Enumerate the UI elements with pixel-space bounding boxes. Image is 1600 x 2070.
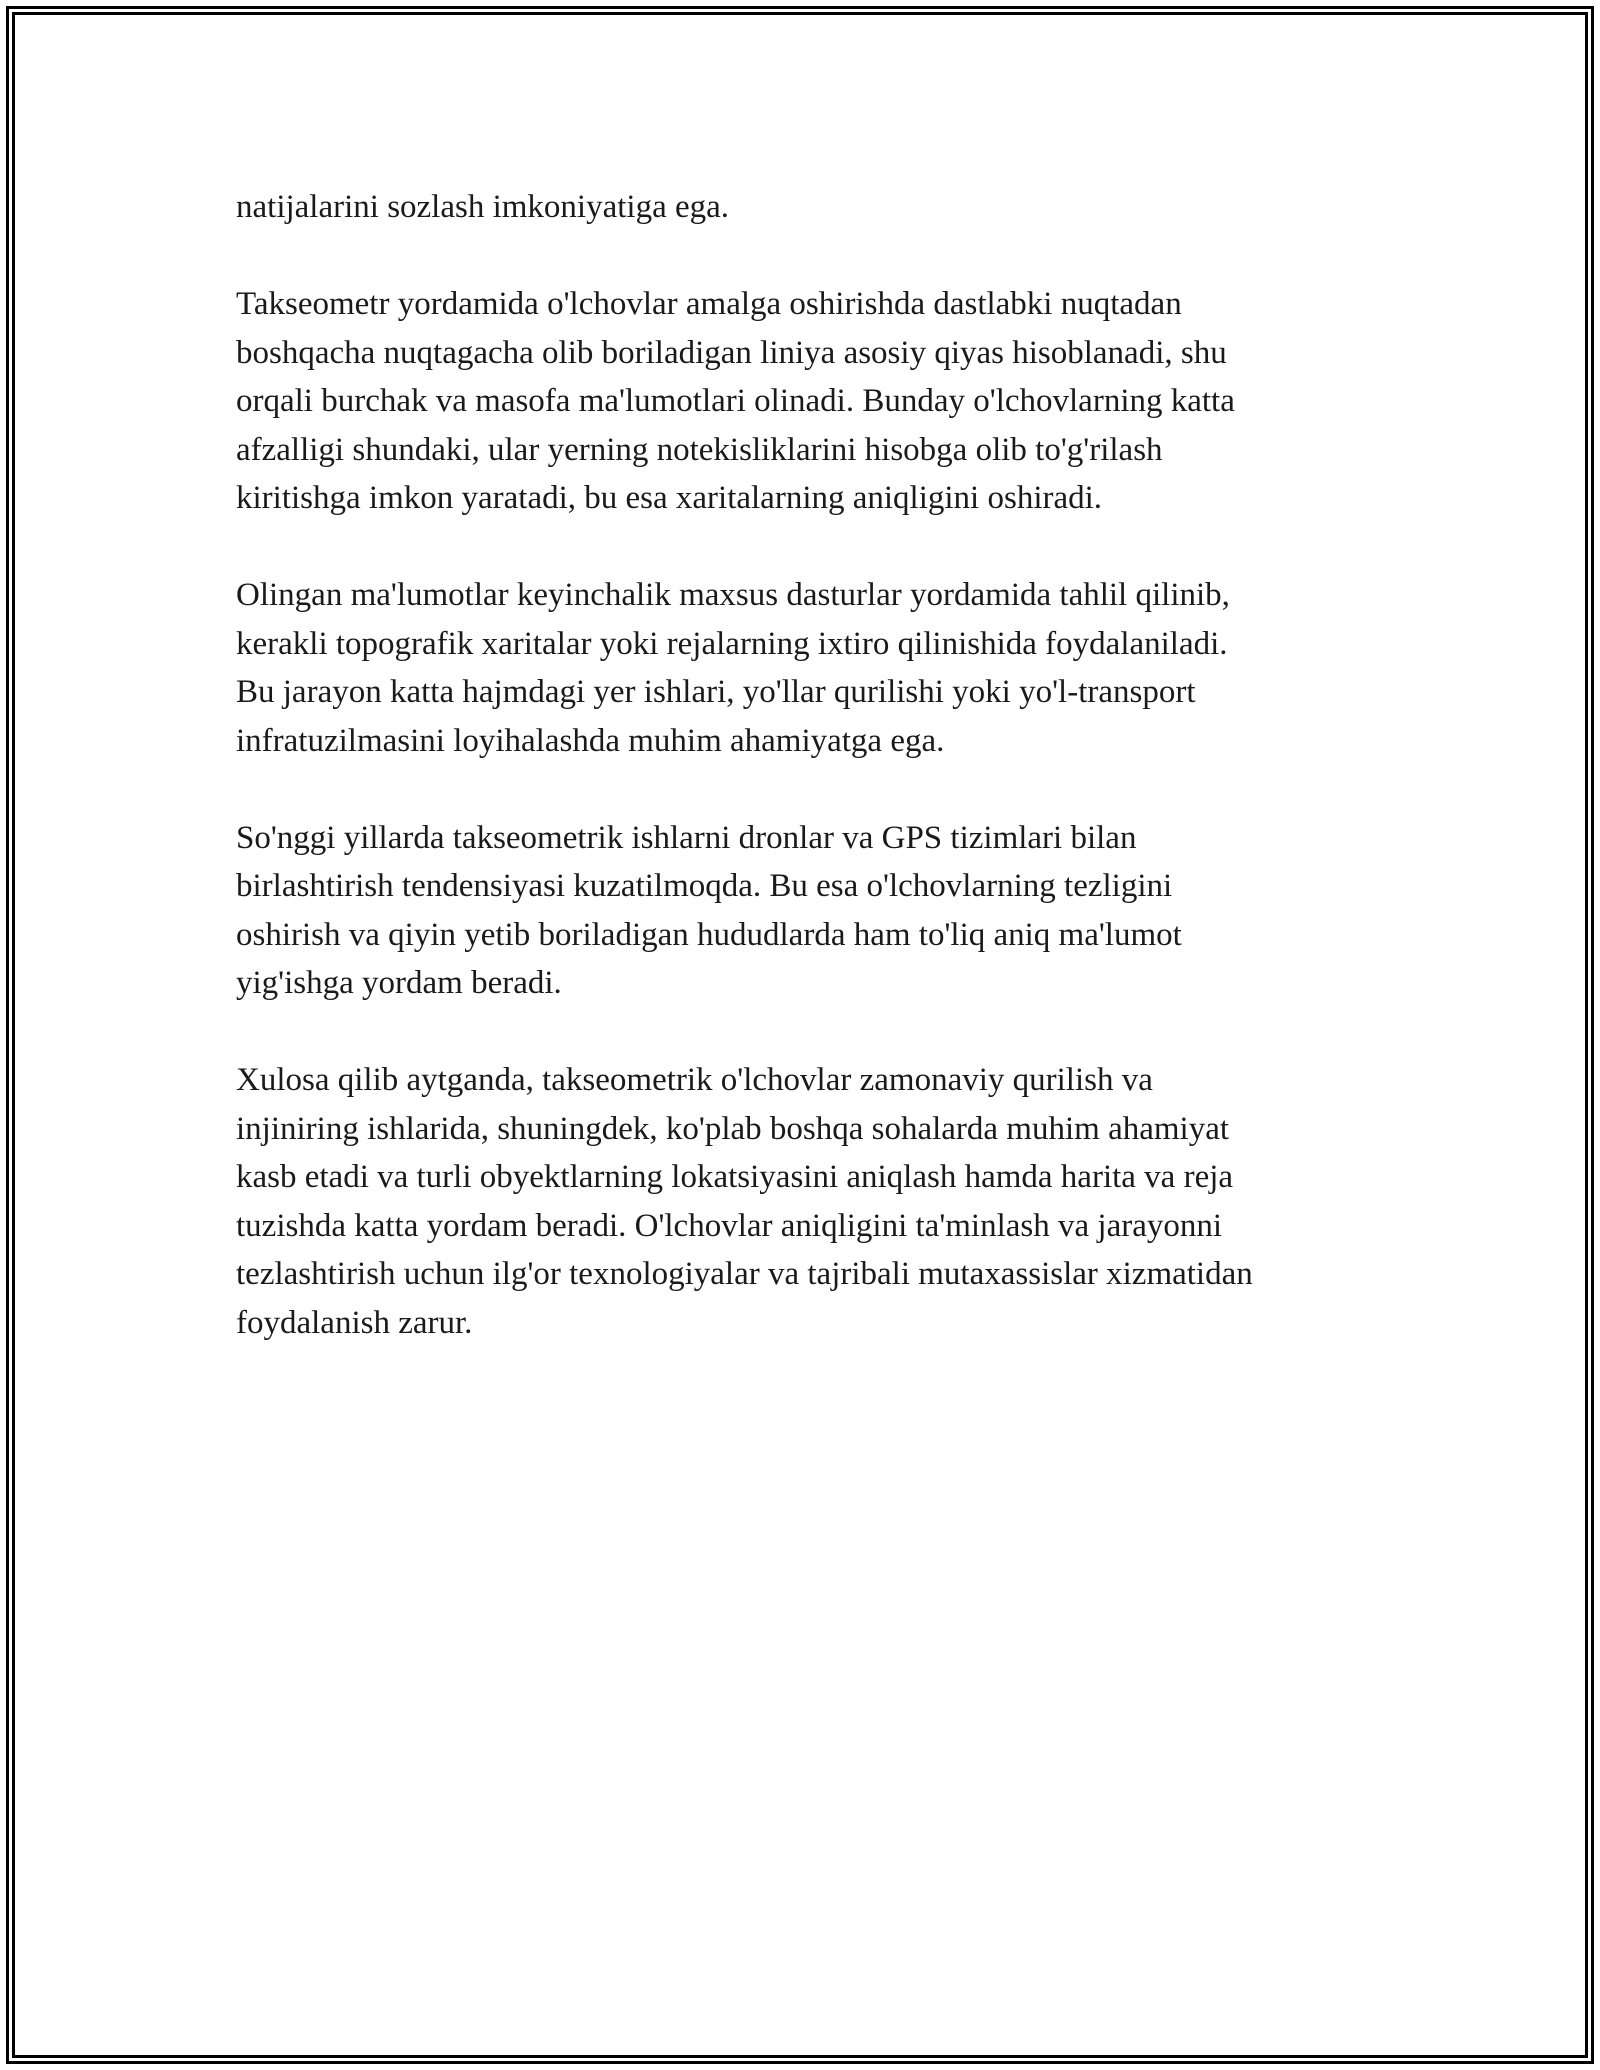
text-line: Olingan ma'lumotlar keyinchalik maxsus dasturlar yordamida tahlil qilinib, [236, 577, 1230, 613]
text-line: birlashtirish tendensiyasi kuzatilmoqda. Bu esa o'lchovlarning tezligini [236, 868, 1173, 904]
text-line: tezlashtirish uchun ilg'or texnologiyalar va tajribali mutaxassislar xizmatidan [236, 1256, 1253, 1292]
text-line: Bu jarayon katta hajmdagi yer ishlari, yo'llar qurilishi yoki yo'l-transport [236, 674, 1196, 710]
text-line: orqali burchak va masofa ma'lumotlari olinadi. Bunday o'lchovlarning katta [236, 383, 1235, 419]
text-line: afzalligi shundaki, ular yerning notekisliklarini hisobga olib to'g'rilash [236, 431, 1163, 468]
paragraph-4 [236, 814, 1396, 1008]
text-line: oshirish va qiyin yetib boriladigan hududlarda ham to'liq aniq ma'lumot [236, 916, 1182, 953]
text-line: tuzishda katta yordam beradi. O'lchovlar aniqligini ta'minlash va jarayonni [236, 1207, 1223, 1244]
text-line: natijalarini sozlash imkoniyatiga ega. [236, 189, 730, 225]
paragraph-2 [236, 280, 1396, 523]
text-line: Xulosa qilib aytganda, takseometrik o'lchovlar zamonaviy qurilish va [236, 1062, 1153, 1098]
text-line: kerakli topografik xaritalar yoki rejalarning ixtiro qilinishida foydalaniladi. [236, 625, 1228, 662]
text-line: kasb etadi va turli obyektlarning lokatsiyasini aniqlash hamda harita va reja [236, 1159, 1234, 1195]
text-line: So'nggi yillarda takseometrik ishlarni dronlar va GPS tizimlari bilan [236, 819, 1137, 856]
text-line: infratuzilmasini loyihalashda muhim ahamiyatga ega. [236, 722, 945, 759]
text-line: kiritishga imkon yaratadi, bu esa xaritalarning aniqligini oshiradi. [236, 480, 1103, 516]
text-line: boshqacha nuqtagacha olib boriladigan liniya asosiy qiyas hisoblanadi, shu [236, 334, 1227, 371]
text-line: foydalanish zarur. [236, 1304, 473, 1341]
paragraph-3 [236, 571, 1396, 765]
paragraph-1 [236, 183, 1396, 232]
text-line: injiniring ishlarida, shuningdek, ko'plab boshqa sohalarda muhim ahamiyat [236, 1110, 1230, 1147]
text-line: yig'ishga yordam beradi. [236, 965, 562, 1001]
text-line: Takseometr yordamida o'lchovlar amalga oshirishda dastlabki nuqtadan [236, 286, 1182, 322]
paragraph-5 [236, 1056, 1396, 1347]
document-body [236, 183, 1396, 1396]
